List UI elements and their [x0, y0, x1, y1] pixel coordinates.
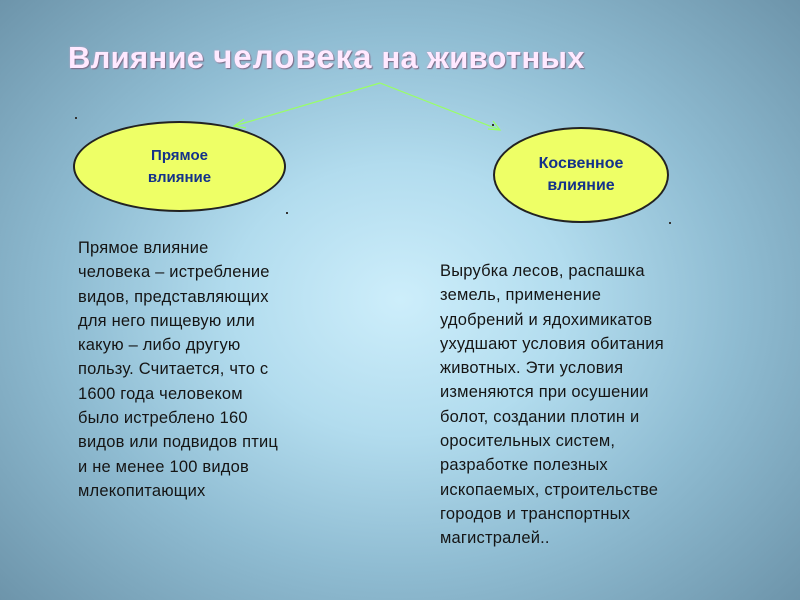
arrow-right-line: [380, 83, 500, 130]
decor-dot: [286, 212, 288, 214]
direct-influence-line-2: влияние: [147, 168, 212, 186]
direct-influence-oval: [73, 121, 286, 212]
arrow-left-line: [234, 83, 380, 126]
decor-dot: [75, 117, 77, 119]
arrow-right-head: [488, 121, 500, 130]
indirect-influence-line-2: влияние: [547, 177, 615, 194]
indirect-influence-text: Вырубка лесов, распашка земель, применение удобрений и ядохимикатов ухудшают условия обитания животных. Эти условия изменяются при осушении болот, создании плотин и оросительных систем, разработке полезных ископаемых, строительстве городов и транспортных магистралей..: [440, 262, 664, 548]
slide-title: [68, 38, 748, 76]
direct-influence-text: Прямое влияние человека – истребление видов, представляющих для него пищевую или какую – либо другую пользу. Считается, что с 1600 года человеком было истреблено 160 видов или подвидов птиц и не менее 100 видов млекопитающих: [78, 239, 279, 500]
decor-dot: [492, 124, 494, 126]
decor-dot: [669, 222, 671, 224]
title-part-3: на животных: [372, 40, 585, 75]
indirect-influence-oval: [493, 127, 669, 223]
arrow-left-head: [234, 119, 246, 128]
title-part-1: Влияние: [68, 40, 214, 75]
indirect-influence-line-1: Косвенное: [538, 155, 624, 172]
direct-influence-line-1: Прямое: [151, 146, 208, 164]
title-part-2: человека: [213, 38, 373, 75]
